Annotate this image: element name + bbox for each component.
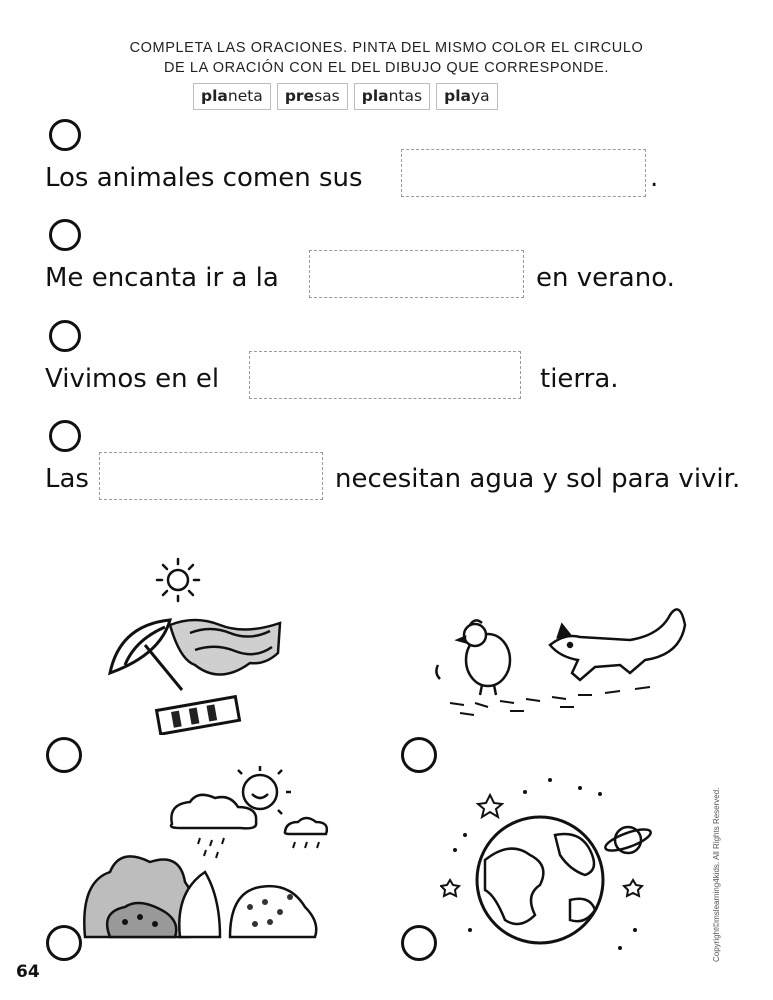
beach-picture-color-circle[interactable] [46, 737, 82, 773]
word-bank-item-plantas [354, 83, 430, 110]
sentence-1-answer-box[interactable] [401, 149, 646, 197]
word-rest-part: ntas [388, 87, 423, 105]
word-bank-item-playa [436, 83, 498, 110]
plants-picture-color-circle[interactable] [46, 925, 82, 961]
sentence-3-before: Vivimos en el [45, 364, 220, 394]
sentence-2-answer-box[interactable] [309, 250, 524, 298]
sentence-4-after: necesitan agua y sol para vivir. [335, 464, 741, 494]
sentence-2-after: en verano. [536, 263, 675, 293]
word-bold-part: pla [201, 87, 228, 105]
instructions-line-1: COMPLETA LAS ORACIONES. PINTA DEL MISMO COLOR EL CIRCULO [129, 40, 644, 56]
sun-icon [168, 570, 188, 590]
earth-picture [440, 770, 665, 960]
sentence-4-before: Las [45, 464, 89, 494]
bushes-icon [84, 856, 316, 937]
sentence-4-answer-box[interactable] [99, 452, 323, 500]
planet-icon [603, 825, 653, 855]
sentence-1-before: Los animales comen sus [45, 163, 363, 193]
copyright-notice: Copyright©mslearning4kids. All Rights Reserved. [712, 787, 721, 962]
word-bold-part: pre [284, 87, 315, 105]
animals-picture-color-circle[interactable] [401, 737, 437, 773]
sentence-2-before: Me encanta ir a la [45, 263, 279, 293]
rain-drops-icon [198, 838, 319, 858]
earth-picture-color-circle[interactable] [401, 925, 437, 961]
word-bank-item-presas [277, 83, 348, 110]
sea-waves-icon [170, 620, 280, 675]
chicken-icon [436, 620, 510, 695]
animals-picture [430, 595, 690, 720]
sentence-4-color-circle[interactable] [49, 420, 81, 452]
plants-picture [80, 762, 340, 952]
earth-icon [477, 817, 603, 943]
instructions-line-2: DE LA ORACIÓN CON EL DEL DIBUJO QUE CORRESPONDE. [163, 60, 610, 76]
instructions [0, 38, 773, 78]
sentence-3-answer-box[interactable] [249, 351, 521, 399]
word-rest-part: neta [227, 87, 263, 105]
word-bank-item-planeta [193, 83, 271, 110]
sentence-1-color-circle[interactable] [49, 119, 81, 151]
page-number: 64 [16, 962, 40, 982]
word-bold-part: pla [444, 87, 471, 105]
sentence-1-after: . [650, 163, 659, 193]
word-rest-part: ya [470, 87, 490, 105]
sentence-3-color-circle[interactable] [49, 320, 81, 352]
fox-icon [550, 609, 685, 680]
word-rest-part: sas [314, 87, 340, 105]
sentence-2-color-circle[interactable] [49, 219, 81, 251]
sentence-3-after: tierra. [540, 364, 619, 394]
beach-picture [100, 555, 290, 735]
beach-towel-icon [157, 697, 240, 735]
word-bold-part: pla [361, 87, 389, 105]
word-bank [193, 83, 498, 110]
